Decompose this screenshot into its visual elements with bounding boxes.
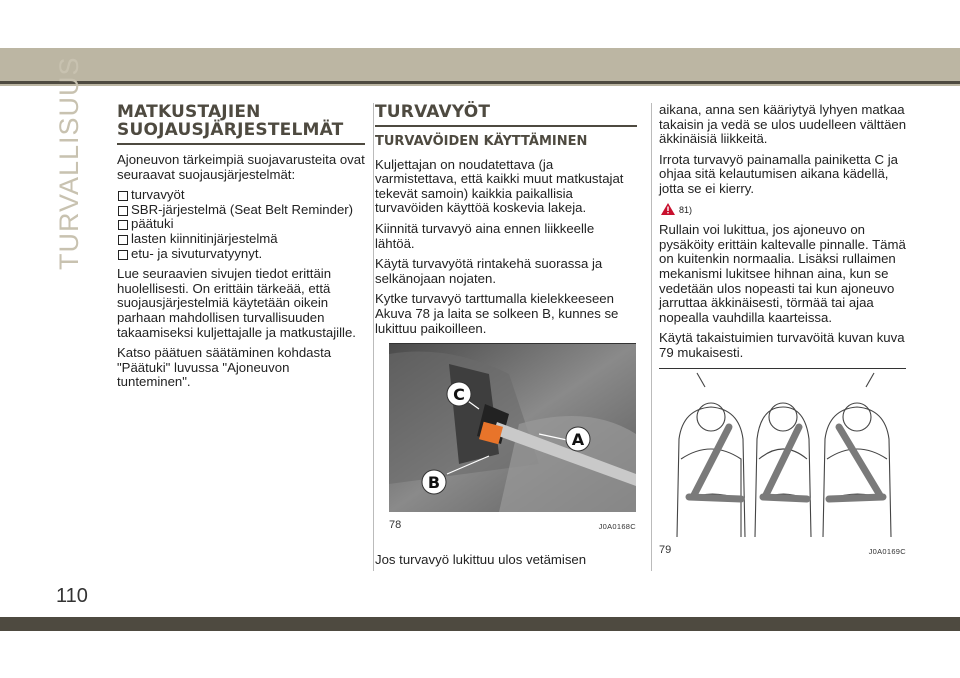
figure-caption [389, 519, 636, 531]
body-paragraph: Käytä takaistuimien turvavöitä kuvan kuva 79 mukaisesti. [659, 330, 905, 360]
warning-triangle-icon [661, 203, 675, 215]
checkbox-bullet-icon [118, 235, 128, 245]
column-divider [651, 103, 652, 571]
figure-code: J0A0169C [868, 547, 906, 556]
body-paragraph: Käytä turvavyötä rintakehä suorassa ja selkänojaan nojaten. [375, 256, 603, 286]
checkbox-bullet-icon [118, 220, 128, 230]
side-tab-label: TURVALLISUUS [54, 56, 84, 270]
seatbelt-buckle-illustration [389, 344, 636, 512]
warning-ref-number: 81) [679, 204, 693, 215]
checkbox-bullet-icon [118, 191, 128, 201]
section-title-seatbelts: TURVAVYÖT [375, 103, 637, 127]
body-paragraph: aikana, anna sen kääriytyä lyhyen matkaa takaisin ja vedä se ulos uudelleen välttäen äkkinäisiä liikkeitä. [659, 102, 907, 147]
figure-number: 79 [659, 544, 672, 556]
figure-78 [389, 343, 636, 531]
figure-code: J0A0168C [598, 522, 636, 531]
column-1 [117, 103, 365, 396]
section-title-protection: MATKUSTAJIEN SUOJAUSJÄRJESTELMÄT [117, 103, 365, 145]
rear-seatbelts-illustration [659, 369, 906, 537]
page-number: 110 [56, 585, 88, 607]
body-paragraph: Kiinnitä turvavyö aina ennen liikkeelle lähtöä. [375, 220, 595, 251]
footer-band [0, 617, 960, 631]
header-band [0, 48, 960, 86]
body-paragraph: Kuljettajan on noudatettava (ja varmistettava, että kaikki muut matkustajat tekevät samoin) kaikkia paikallisia turvavöiden käyttöä koskevia lakeja. [375, 156, 624, 216]
subsection-title: TURVAVÖIDEN KÄYTTÄMINEN [375, 134, 588, 149]
body-paragraph-tail: Jos turvavyö lukittuu ulos vetämisen [375, 552, 587, 567]
protection-list [117, 188, 365, 261]
figure-number: 78 [389, 519, 402, 531]
body-paragraph: Kytke turvavyö tarttumalla kielekkeeseen Akuva 78 ja laita se solkeen B, kunnes se lukittuu paikoilleen. [375, 291, 619, 336]
list-item: turvavyöt [117, 188, 365, 203]
body-paragraph: Katso päätuen säätäminen kohdasta "Päätuki" luvussa "Ajoneuvon tunteminen". [117, 345, 332, 390]
label-a: A [571, 430, 585, 449]
label-b: B [427, 473, 441, 492]
column-divider [373, 103, 374, 571]
list-item: SBR-järjestelmä (Seat Belt Reminder) [117, 203, 365, 218]
intro-text: Ajoneuvon tärkeimpiä suojavarusteita ovat seuraavat suojausjärjestelmät: [117, 152, 365, 182]
column-2 [375, 103, 637, 342]
body-paragraph: Rullain voi lukittua, jos ajoneuvo on pysäköity erittäin kaltevalle pinnalle. Tämä on kuitenkin normaalia. Lisäksi rullaimen mekanismi lukitsee hihnan aina, kun se vedetään ulos nopeasti tai kun ajoneuvo jarruttaa äkkinäisesti, törmää tai ajaa nopealla vauhdilla kaarteissa. [659, 222, 906, 325]
checkbox-bullet-icon [118, 206, 128, 216]
column-3 [659, 103, 909, 367]
list-item: päätuki [117, 217, 365, 232]
checkbox-bullet-icon [118, 250, 128, 260]
header-rule [0, 81, 960, 84]
warning-reference [661, 203, 909, 218]
body-paragraph: Lue seuraavien sivujen tiedot erittäin huolellisesti. On erittäin tärkeää, että suojausjärjestelmiä käytetään oikein parhaan mahdollisen turvallisuuden takaamiseksi kuljettajalle ja matkustajille. [117, 266, 356, 340]
figure-79 [659, 368, 906, 556]
label-c: C [453, 385, 465, 404]
body-paragraph: Irrota turvavyö painamalla painiketta C ja ohjaa sitä kelautumisen aikana kädellä, jotta se ei kierry. [659, 151, 898, 196]
list-item: etu- ja sivuturvatyynyt. [117, 247, 365, 262]
figure-caption [659, 544, 906, 556]
list-item: lasten kiinnitinjärjestelmä [117, 232, 365, 247]
